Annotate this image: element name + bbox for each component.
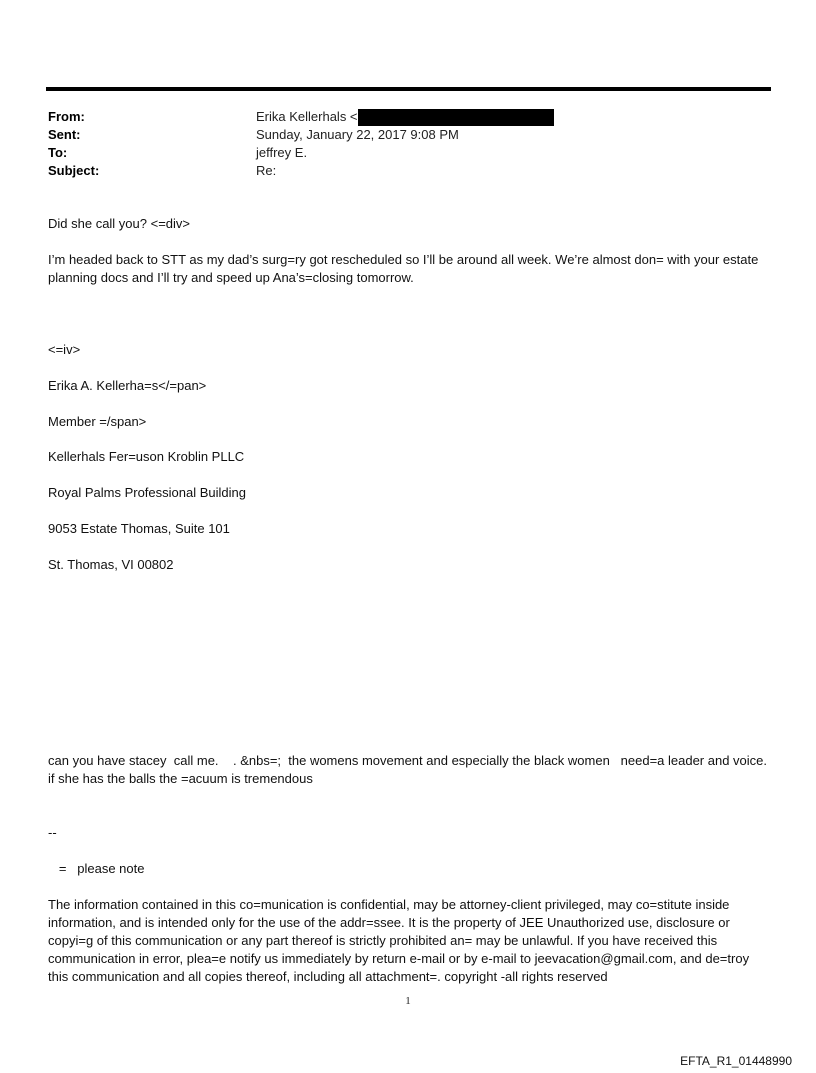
subject-row	[48, 162, 554, 180]
document-id: EFTA_R1_01448990	[680, 1054, 792, 1068]
signature-name: Erika A. Kellerha=s</=pan>	[48, 378, 207, 393]
sent-row	[48, 126, 554, 144]
signature-separator: --	[48, 825, 57, 840]
body-paragraph: I’m headed back to STT as my dad’s surg=ry got rescheduled so I’ll be around all week. We’re almost don= with your estate planning docs and I’ll try and speed up Ana’s=closing tomorrow.	[48, 252, 759, 285]
subject-value: Re:	[256, 163, 277, 178]
from-value	[256, 108, 554, 126]
reply-message: can you have stacey call me. . &nbs=; the womens movement and especially the black women need=a leader and voice. if she has the balls the =acuum is tremendous	[48, 753, 786, 786]
from-label: From:	[48, 109, 85, 124]
page-number: 1	[405, 995, 411, 1007]
signature-city: St. Thomas, VI 00802	[48, 557, 174, 572]
subject-label: Subject:	[48, 163, 100, 178]
from-row	[48, 108, 554, 126]
body-line-question: Did she call you? <=div>	[48, 216, 191, 231]
signature-firm: Kellerhals Fer=uson Kroblin PLLC	[48, 449, 245, 464]
email-header	[48, 108, 554, 180]
please-note: = please note	[48, 861, 145, 876]
redaction-block	[358, 109, 554, 126]
header-divider	[46, 87, 771, 91]
to-value: jeffrey E.	[256, 145, 308, 160]
to-label: To:	[48, 145, 68, 160]
sent-label: Sent:	[48, 127, 81, 142]
div-close-tag: <=iv>	[48, 342, 81, 357]
signature-building: Royal Palms Professional Building	[48, 485, 246, 500]
signature-address: 9053 Estate Thomas, Suite 101	[48, 521, 230, 536]
signature-title: Member =/span>	[48, 414, 147, 429]
sent-value: Sunday, January 22, 2017 9:08 PM	[256, 127, 459, 142]
from-name: Erika Kellerhals <	[256, 109, 358, 124]
confidentiality-disclaimer: The information contained in this co=munication is confidential, may be attorney-client privileged, may co=stitute inside information, and is intended only for the use of the addr=ssee. It is the property of JEE Unauthorized use, disclosure or copyi=g of this communication or any part thereof is strictly prohibited an= may be unlawful. If you have received this communication in error, plea=e notify us immediately by return e-mail or by e-mail to jeevacation@gmail.com, and de=troy this communication and all copies thereof, including all attachment=. copyright -all rights reserved	[48, 897, 750, 984]
to-row	[48, 144, 554, 162]
